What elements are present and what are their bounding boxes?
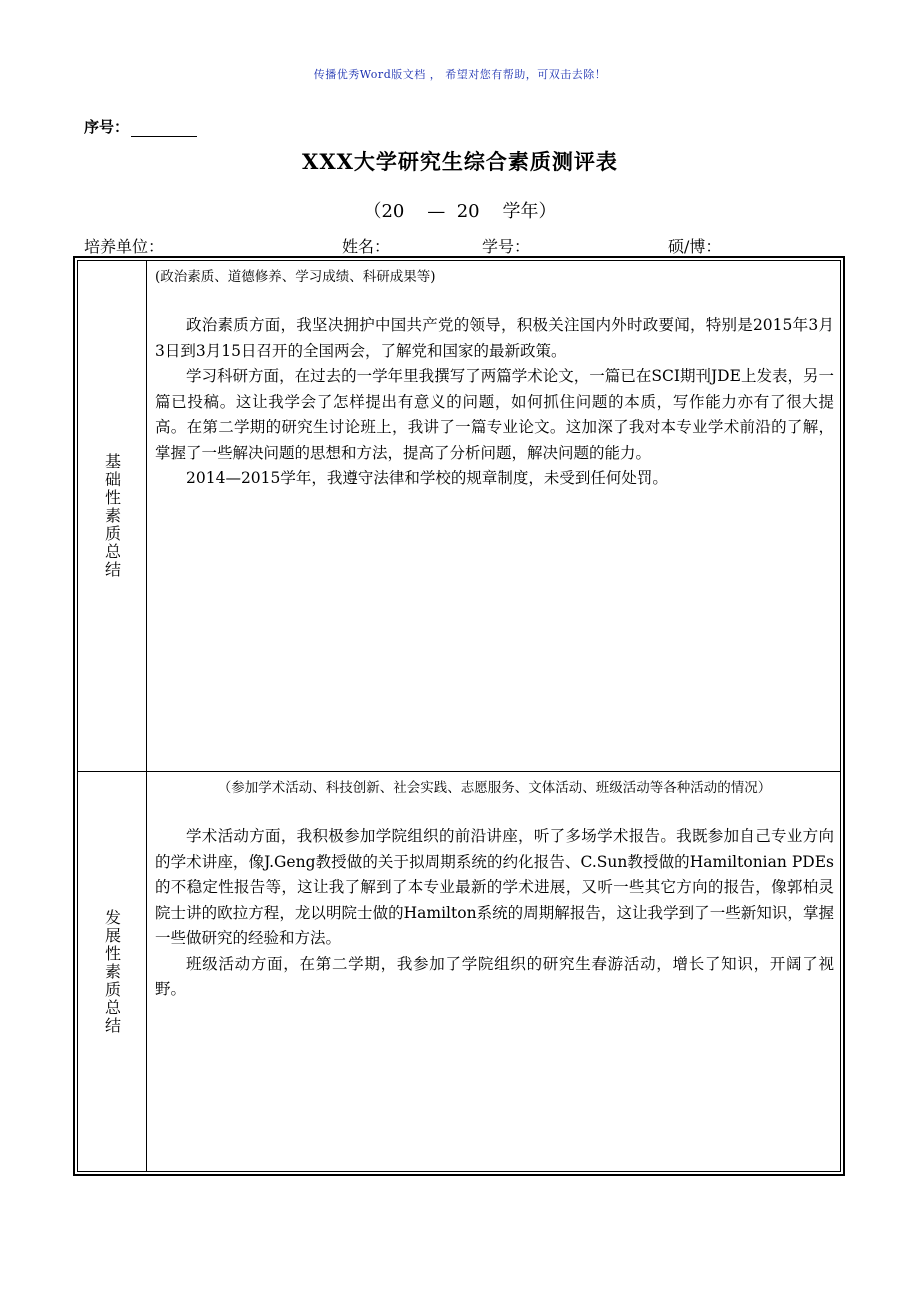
serial-number-label: 序号： — [84, 118, 130, 136]
development-quality-label-cell — [78, 772, 147, 1171]
serial-number-blank[interactable] — [131, 120, 197, 137]
student-info-line — [84, 234, 844, 256]
development-quality-label: 发展性素质总结 — [102, 908, 122, 1035]
development-quality-paragraph: 学术活动方面，我积极参加学院组织的前沿讲座，听了多场学术报告。我既参加自己专业方向的学术讲座，像J.Geng教授做的关于拟周期系统的约化报告、C.Sun教授做的Hamiltonian PDEs 的不稳定性报告等，这让我了解到了本专业最新的学术进展，又听一些其它方向的报告，像郭柏灵院士讲的欧拉方程，龙以明院士做的Hamilton系统的周期解报告，这让我学到了一些新知识，掌握一些做研究的经验和方法。 — [155, 827, 834, 947]
page-title: XXX大学研究生综合素质测评表 — [302, 149, 618, 174]
basic-quality-hint: (政治素质、道德修养、学习成绩、科研成果等) — [155, 269, 436, 285]
degree-label: 硕/博： — [668, 237, 722, 256]
development-quality-row — [78, 772, 840, 1171]
student-id-label: 学号： — [482, 237, 531, 256]
development-quality-paragraph: 班级活动方面，在第二学期，我参加了学院组织的研究生春游活动，增长了知识，开阔了视野。 — [155, 954, 834, 998]
basic-quality-paragraph: 政治素质方面，我坚决拥护中国共产党的领导，积极关注国内外时政要闻，特别是2015年3月3日到3月15日召开的全国两会，了解党和国家的最新政策。 — [155, 316, 834, 360]
development-quality-content[interactable] — [147, 772, 840, 1171]
training-unit-label: 培养单位： — [84, 237, 165, 256]
serial-number-field — [84, 116, 197, 137]
evaluation-table — [73, 256, 845, 1176]
basic-quality-paragraph: 2014—2015学年，我遵守法律和学校的规章制度，未受到任何处罚。 — [186, 469, 668, 487]
basic-quality-label: 基础性素质总结 — [102, 453, 122, 579]
basic-quality-paragraph: 学习科研方面，在过去的一学年里我撰写了两篇学术论文，一篇已在SCI期刊JDE上发表，另一篇已投稿。这让我学会了怎样提出有意义的问题，如何抓住问题的本质，写作能力亦有了很大提高。在第二学期的研究生讨论班上，我讲了一篇专业论文。这加深了我对本专业学术前沿的了解，掌握了一些解决问题的思想和方法，提高了分析问题，解决问题的能力。 — [155, 367, 834, 462]
basic-quality-label-cell — [78, 261, 147, 771]
academic-year-line: （20 — 20 学年） — [363, 201, 557, 222]
development-quality-hint: （参加学术活动、科技创新、社会实践、志愿服务、文体活动、班级活动等各种活动的情况） — [217, 780, 772, 796]
basic-quality-row — [78, 261, 840, 772]
basic-quality-content[interactable] — [147, 261, 840, 771]
name-label: 姓名： — [342, 237, 391, 256]
watermark-notice: 传播优秀Word版文档 ， 希望对您有帮助，可双击去除！ — [313, 68, 607, 81]
